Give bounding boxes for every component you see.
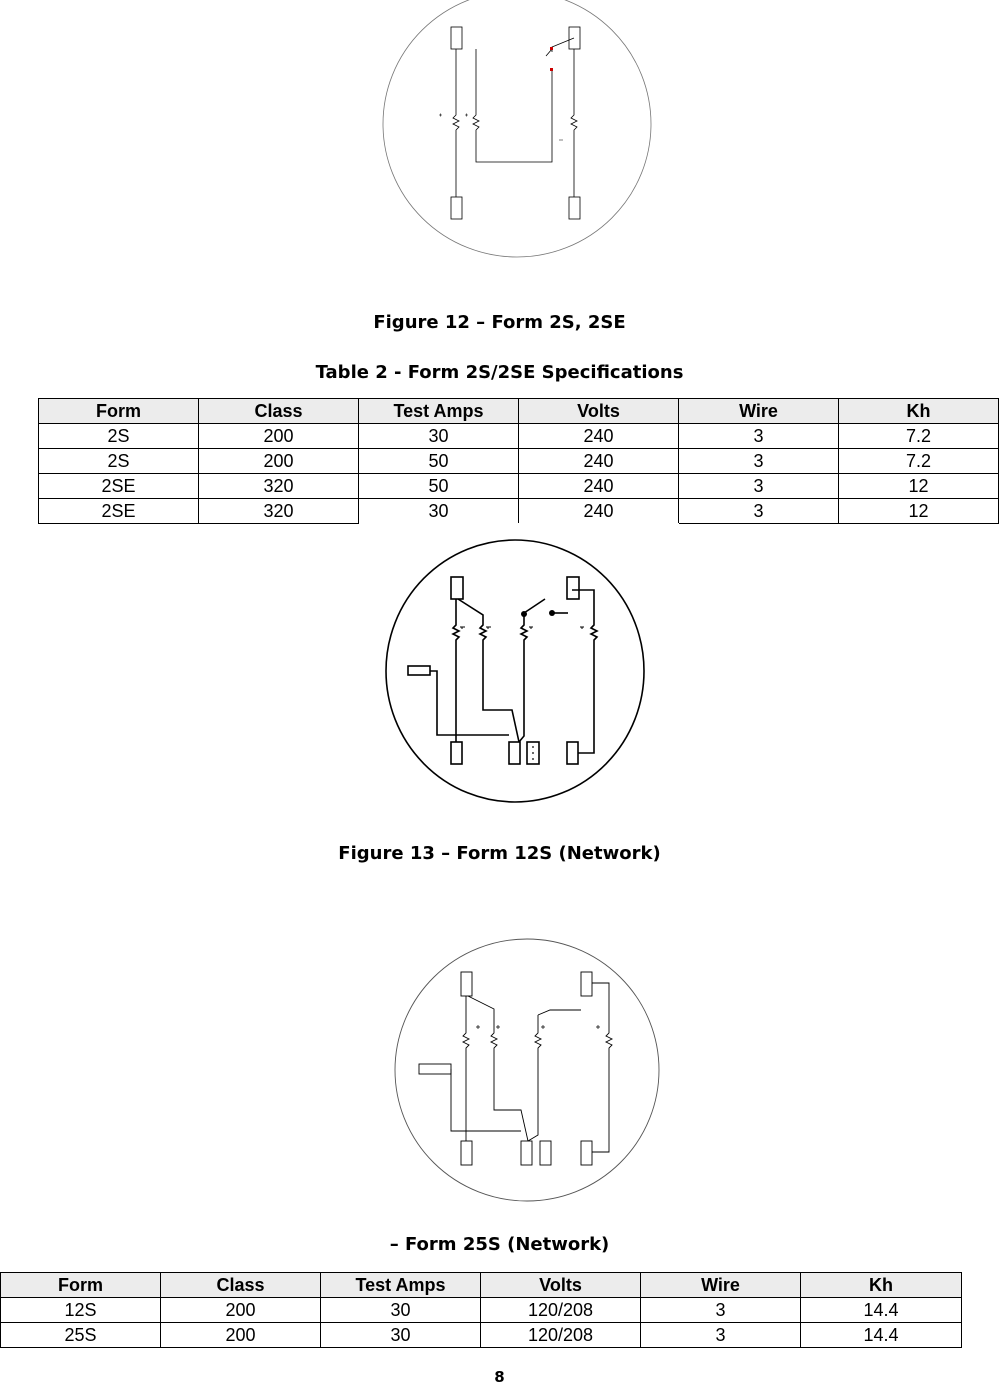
terminal-blade <box>451 742 462 764</box>
neutral-tab <box>408 666 430 675</box>
col-header-class: Class <box>161 1273 321 1298</box>
current-coil-left <box>453 49 459 197</box>
switch-contact-dot <box>521 611 527 617</box>
current-coil-left <box>463 996 469 1141</box>
neutral-wire <box>430 671 509 735</box>
cell-wire: 3 <box>679 499 839 524</box>
neutral-wire <box>451 1069 521 1131</box>
cell-kh: 7.2 <box>839 424 999 449</box>
cell-form: 12S <box>1 1298 161 1323</box>
switch-contact-dot <box>550 68 553 71</box>
terminal-blade <box>451 27 462 49</box>
meter-face-outline <box>395 939 659 1201</box>
terminal-blade <box>451 577 463 599</box>
col-header-wire: Wire <box>641 1273 801 1298</box>
cell-test-amps: 30 <box>321 1323 481 1348</box>
cell-kh: 14.4 <box>801 1323 962 1348</box>
terminal-blade <box>461 1141 472 1165</box>
cell-form: 25S <box>1 1323 161 1348</box>
cell-volts: 240 <box>519 474 679 499</box>
cell-class: 320 <box>199 474 359 499</box>
table-row <box>39 499 999 524</box>
col-header-volts: Volts <box>519 399 679 424</box>
figure-13-caption: Figure 13 – Form 12S (Network) <box>338 843 661 864</box>
figure-25s-caption: – Form 25S (Network) <box>389 1234 610 1255</box>
potential-coil-right <box>528 1015 541 1141</box>
terminal-blade <box>581 1141 592 1165</box>
col-header-test-amps: Test Amps <box>321 1273 481 1298</box>
cell-kh: 12 <box>839 474 999 499</box>
cell-wire: 3 <box>679 449 839 474</box>
figure-13-diagram <box>0 530 999 820</box>
table-row <box>39 474 999 499</box>
meter-face-outline <box>386 540 644 802</box>
table-row <box>1 1298 962 1323</box>
cell-kh: 7.2 <box>839 449 999 474</box>
switch-lever <box>524 599 545 613</box>
current-coil-right <box>538 1010 581 1015</box>
cell-wire: 3 <box>679 474 839 499</box>
cell-volts: 240 <box>519 424 679 449</box>
current-coil-right <box>571 49 577 197</box>
terminal-blade <box>451 197 462 219</box>
cell-class: 320 <box>199 499 359 524</box>
table-2-title: Table 2 - Form 2S/2SE Specifications <box>315 362 684 383</box>
cell-kh: 14.4 <box>801 1298 962 1323</box>
terminal-blade <box>521 1141 532 1165</box>
cell-volts: 240 <box>519 499 679 524</box>
switch-contact-dot <box>550 47 553 50</box>
table-row <box>1 1323 962 1348</box>
table-network-form-specs <box>0 1272 962 1348</box>
table-row <box>39 424 999 449</box>
current-coil-right-return <box>592 983 612 1152</box>
cell-test-amps: 50 <box>359 474 519 499</box>
page-number: 8 <box>494 1368 505 1386</box>
cell-form: 2S <box>39 424 199 449</box>
terminal-blade <box>567 577 579 599</box>
col-header-test-amps: Test Amps <box>359 399 519 424</box>
col-header-kh: Kh <box>839 399 999 424</box>
terminal-blade <box>569 197 580 219</box>
table-row <box>39 449 999 474</box>
current-coil-right <box>572 590 597 753</box>
cell-test-amps: 30 <box>321 1298 481 1323</box>
figure-25s-diagram <box>0 925 999 1215</box>
table-header-row <box>39 399 999 424</box>
terminal-blade <box>461 972 472 996</box>
cell-class: 200 <box>161 1298 321 1323</box>
cell-test-amps: 50 <box>359 449 519 474</box>
figure-12-diagram <box>0 0 999 280</box>
potential-coil-left <box>458 599 519 742</box>
col-header-form: Form <box>1 1273 161 1298</box>
cell-class: 200 <box>161 1323 321 1348</box>
neutral-tab <box>419 1064 451 1074</box>
cell-test-amps: 30 <box>359 499 519 524</box>
cell-wire: 3 <box>641 1323 801 1348</box>
col-header-class: Class <box>199 399 359 424</box>
cell-wire: 3 <box>641 1298 801 1323</box>
cell-form: 2SE <box>39 474 199 499</box>
meter-face-outline <box>383 0 651 257</box>
cell-kh: 12 <box>839 499 999 524</box>
cell-form: 2SE <box>39 499 199 524</box>
potential-coil-left <box>468 996 528 1141</box>
terminal-blade <box>569 27 580 49</box>
cell-volts: 120/208 <box>481 1298 641 1323</box>
terminal-blade <box>567 742 578 764</box>
potential-coil-left <box>473 49 552 162</box>
col-header-volts: Volts <box>481 1273 641 1298</box>
terminal-blade <box>581 972 592 996</box>
cell-test-amps: 30 <box>359 424 519 449</box>
cell-class: 200 <box>199 449 359 474</box>
cell-form: 2S <box>39 449 199 474</box>
potential-coil-right <box>519 615 527 742</box>
cell-volts: 240 <box>519 449 679 474</box>
col-header-form: Form <box>39 399 199 424</box>
figure-12-caption: Figure 12 – Form 2S, 2SE <box>373 312 626 333</box>
cell-class: 200 <box>199 424 359 449</box>
table-header-row <box>1 1273 962 1298</box>
col-header-kh: Kh <box>801 1273 962 1298</box>
terminal-blade <box>509 742 520 764</box>
col-header-wire: Wire <box>679 399 839 424</box>
cell-wire: 3 <box>679 424 839 449</box>
terminal-blade <box>540 1141 551 1165</box>
current-coil-left <box>453 599 459 742</box>
table-2-form-2s-specs <box>38 398 999 524</box>
cell-volts: 120/208 <box>481 1323 641 1348</box>
